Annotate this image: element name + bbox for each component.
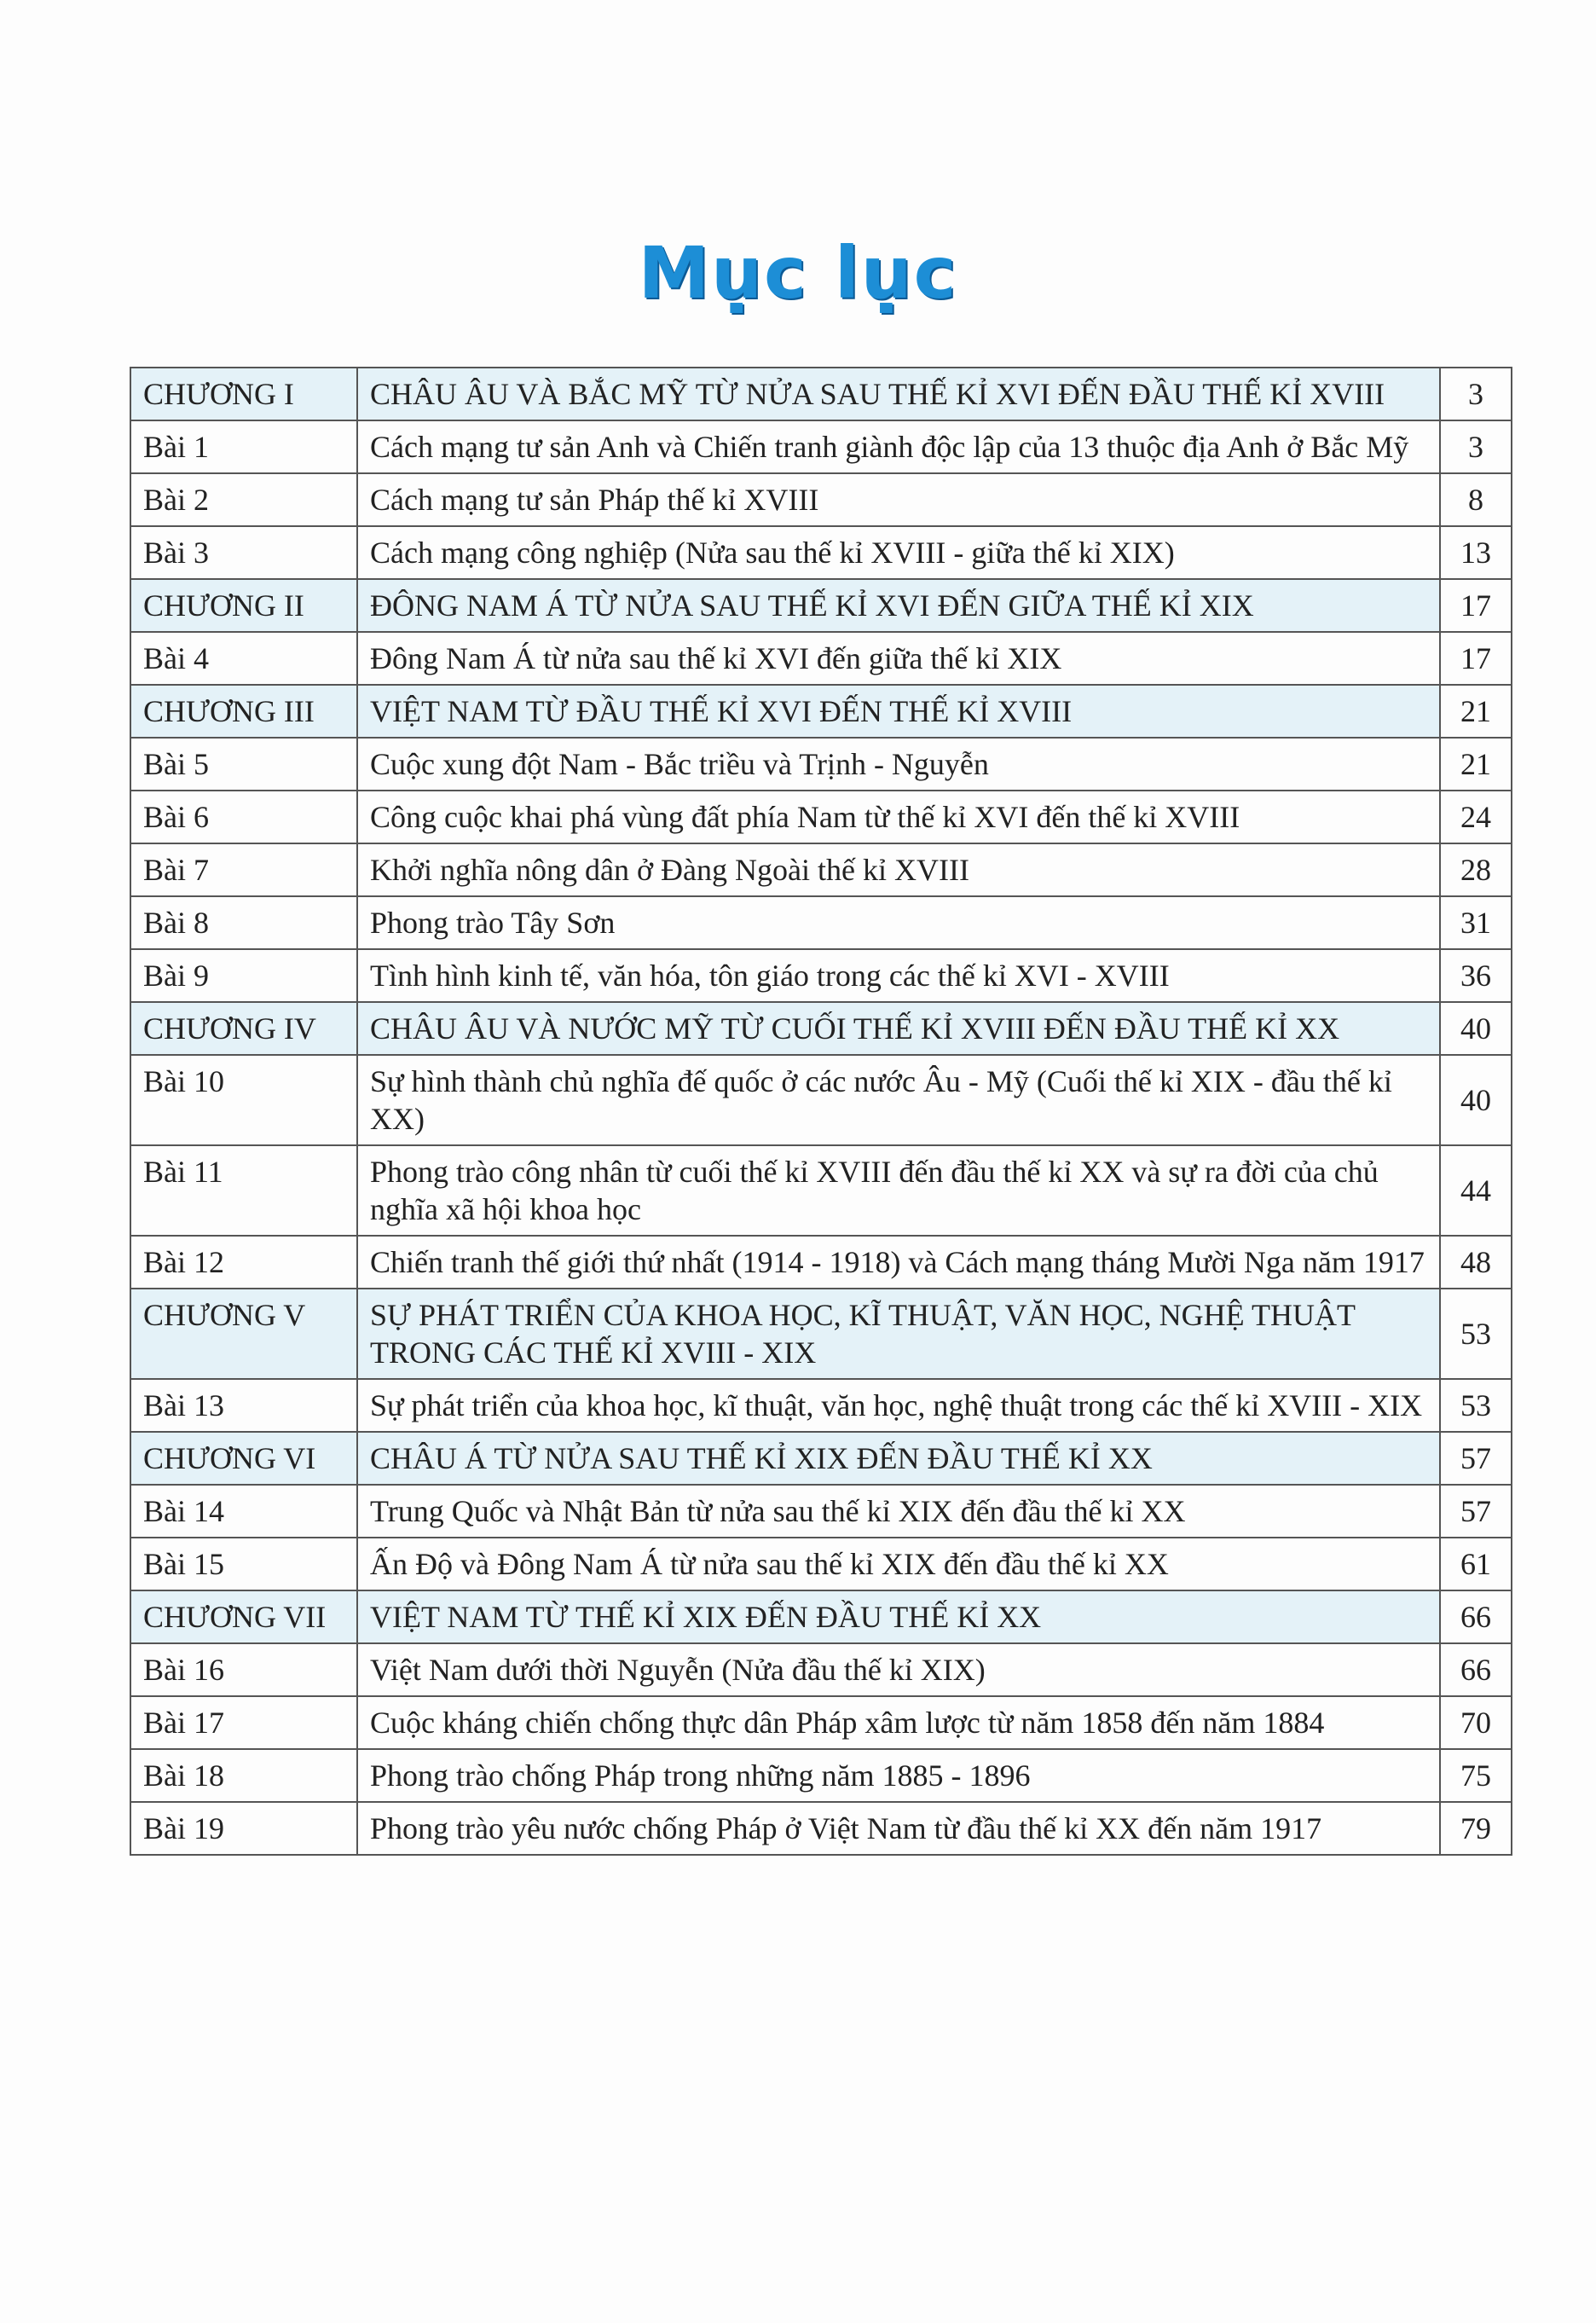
page-number: 36 [1440, 949, 1512, 1002]
lesson-label: Bài 7 [130, 843, 357, 896]
chapter-label: CHƯƠNG I [130, 368, 357, 420]
lesson-row[interactable] [130, 896, 1512, 949]
lesson-row[interactable] [130, 1802, 1512, 1855]
chapter-label: CHƯƠNG IV [130, 1002, 357, 1055]
lesson-title[interactable]: Trung Quốc và Nhật Bản từ nửa sau thế kỉ XIX đến đầu thế kỉ XX [357, 1485, 1440, 1538]
lesson-label: Bài 18 [130, 1749, 357, 1802]
chapter-label: CHƯƠNG III [130, 685, 357, 738]
lesson-title[interactable]: Phong trào yêu nước chống Pháp ở Việt Nam từ đầu thế kỉ XX đến năm 1917 [357, 1802, 1440, 1855]
page-number: 75 [1440, 1749, 1512, 1802]
page-title: Mục lục [638, 231, 958, 316]
chapter-title[interactable]: VIỆT NAM TỪ ĐẦU THẾ KỈ XVI ĐẾN THẾ KỈ XVIII [357, 685, 1440, 738]
page-number: 44 [1440, 1145, 1512, 1236]
lesson-title[interactable]: Cuộc kháng chiến chống thực dân Pháp xâm lược từ năm 1858 đến năm 1884 [357, 1696, 1440, 1749]
lesson-title[interactable]: Phong trào chống Pháp trong những năm 1885 - 1896 [357, 1749, 1440, 1802]
chapter-row[interactable] [130, 368, 1512, 420]
lesson-title[interactable]: Việt Nam dưới thời Nguyễn (Nửa đầu thế kỉ XIX) [357, 1643, 1440, 1696]
lesson-row[interactable] [130, 420, 1512, 473]
lesson-title[interactable]: Sự phát triển của khoa học, kĩ thuật, văn học, nghệ thuật trong các thế kỉ XVIII - XIX [357, 1379, 1440, 1432]
chapter-row[interactable] [130, 1432, 1512, 1485]
chapter-label: CHƯƠNG V [130, 1289, 357, 1379]
page-number: 53 [1440, 1379, 1512, 1432]
chapter-title[interactable]: ĐÔNG NAM Á TỪ NỬA SAU THẾ KỈ XVI ĐẾN GIỮA THẾ KỈ XIX [357, 579, 1440, 632]
chapter-title[interactable]: SỰ PHÁT TRIỂN CỦA KHOA HỌC, KĨ THUẬT, VĂN HỌC, NGHỆ THUẬT TRONG CÁC THẾ KỈ XVIII - XIX [357, 1289, 1440, 1379]
lesson-row[interactable] [130, 1379, 1512, 1432]
lesson-row[interactable] [130, 473, 1512, 526]
lesson-title[interactable]: Chiến tranh thế giới thứ nhất (1914 - 1918) và Cách mạng tháng Mười Nga năm 1917 [357, 1236, 1440, 1289]
lesson-label: Bài 15 [130, 1538, 357, 1590]
lesson-label: Bài 5 [130, 738, 357, 791]
page-number: 40 [1440, 1002, 1512, 1055]
page-number: 53 [1440, 1289, 1512, 1379]
lesson-row[interactable] [130, 738, 1512, 791]
chapter-row[interactable] [130, 1590, 1512, 1643]
chapter-row[interactable] [130, 685, 1512, 738]
page-number: 70 [1440, 1696, 1512, 1749]
lesson-label: Bài 9 [130, 949, 357, 1002]
page-number: 3 [1440, 368, 1512, 420]
page-number: 48 [1440, 1236, 1512, 1289]
lesson-label: Bài 16 [130, 1643, 357, 1696]
lesson-title[interactable]: Đông Nam Á từ nửa sau thế kỉ XVI đến giữa thế kỉ XIX [357, 632, 1440, 685]
lesson-row[interactable] [130, 1538, 1512, 1590]
page-number: 57 [1440, 1485, 1512, 1538]
lesson-title[interactable]: Cách mạng công nghiệp (Nửa sau thế kỉ XVIII - giữa thế kỉ XIX) [357, 526, 1440, 579]
lesson-label: Bài 10 [130, 1055, 357, 1145]
lesson-row[interactable] [130, 843, 1512, 896]
chapter-title[interactable]: VIỆT NAM TỪ THẾ KỈ XIX ĐẾN ĐẦU THẾ KỈ XX [357, 1590, 1440, 1643]
toc-body [130, 368, 1512, 1855]
chapter-title[interactable]: CHÂU ÂU VÀ NƯỚC MỸ TỪ CUỐI THẾ KỈ XVIII ĐẾN ĐẦU THẾ KỈ XX [357, 1002, 1440, 1055]
chapter-label: CHƯƠNG VI [130, 1432, 357, 1485]
page-number: 66 [1440, 1643, 1512, 1696]
lesson-label: Bài 1 [130, 420, 357, 473]
page-number: 40 [1440, 1055, 1512, 1145]
lesson-label: Bài 19 [130, 1802, 357, 1855]
page-number: 24 [1440, 791, 1512, 843]
page-number: 13 [1440, 526, 1512, 579]
lesson-title[interactable]: Phong trào Tây Sơn [357, 896, 1440, 949]
lesson-label: Bài 3 [130, 526, 357, 579]
page-number: 31 [1440, 896, 1512, 949]
lesson-row[interactable] [130, 632, 1512, 685]
table-of-contents [130, 367, 1512, 1856]
lesson-label: Bài 2 [130, 473, 357, 526]
lesson-label: Bài 12 [130, 1236, 357, 1289]
chapter-row[interactable] [130, 579, 1512, 632]
lesson-row[interactable] [130, 1145, 1512, 1236]
chapter-title[interactable]: CHÂU ÂU VÀ BẮC MỸ TỪ NỬA SAU THẾ KỈ XVI ĐẾN ĐẦU THẾ KỈ XVIII [357, 368, 1440, 420]
page-number: 8 [1440, 473, 1512, 526]
page-number: 57 [1440, 1432, 1512, 1485]
lesson-row[interactable] [130, 1236, 1512, 1289]
chapter-label: CHƯƠNG II [130, 579, 357, 632]
lesson-title[interactable]: Khởi nghĩa nông dân ở Đàng Ngoài thế kỉ XVIII [357, 843, 1440, 896]
chapter-label: CHƯƠNG VII [130, 1590, 357, 1643]
lesson-row[interactable] [130, 1696, 1512, 1749]
page-number: 21 [1440, 738, 1512, 791]
lesson-title[interactable]: Cuộc xung đột Nam - Bắc triều và Trịnh - Nguyễn [357, 738, 1440, 791]
page-number: 66 [1440, 1590, 1512, 1643]
lesson-row[interactable] [130, 1643, 1512, 1696]
page-number: 17 [1440, 632, 1512, 685]
page-number: 61 [1440, 1538, 1512, 1590]
lesson-title[interactable]: Tình hình kinh tế, văn hóa, tôn giáo trong các thế kỉ XVI - XVIII [357, 949, 1440, 1002]
lesson-label: Bài 6 [130, 791, 357, 843]
lesson-title[interactable]: Công cuộc khai phá vùng đất phía Nam từ thế kỉ XVI đến thế kỉ XVIII [357, 791, 1440, 843]
lesson-label: Bài 11 [130, 1145, 357, 1236]
page-number: 17 [1440, 579, 1512, 632]
lesson-label: Bài 4 [130, 632, 357, 685]
chapter-title[interactable]: CHÂU Á TỪ NỬA SAU THẾ KỈ XIX ĐẾN ĐẦU THẾ KỈ XX [357, 1432, 1440, 1485]
page-number: 3 [1440, 420, 1512, 473]
page-number: 79 [1440, 1802, 1512, 1855]
chapter-row[interactable] [130, 1002, 1512, 1055]
lesson-title[interactable]: Phong trào công nhân từ cuối thế kỉ XVIII đến đầu thế kỉ XX và sự ra đời của chủ nghĩa xã hội khoa học [357, 1145, 1440, 1236]
lesson-title[interactable]: Ấn Độ và Đông Nam Á từ nửa sau thế kỉ XIX đến đầu thế kỉ XX [357, 1538, 1440, 1590]
lesson-row[interactable] [130, 1749, 1512, 1802]
lesson-label: Bài 8 [130, 896, 357, 949]
lesson-title[interactable]: Sự hình thành chủ nghĩa đế quốc ở các nước Âu - Mỹ (Cuối thế kỉ XIX - đầu thế kỉ XX) [357, 1055, 1440, 1145]
page-number: 28 [1440, 843, 1512, 896]
lesson-title[interactable]: Cách mạng tư sản Pháp thế kỉ XVIII [357, 473, 1440, 526]
lesson-row[interactable] [130, 949, 1512, 1002]
lesson-row[interactable] [130, 526, 1512, 579]
lesson-label: Bài 13 [130, 1379, 357, 1432]
lesson-title[interactable]: Cách mạng tư sản Anh và Chiến tranh giành độc lập của 13 thuộc địa Anh ở Bắc Mỹ [357, 420, 1440, 473]
lesson-row[interactable] [130, 791, 1512, 843]
page-number: 21 [1440, 685, 1512, 738]
chapter-row[interactable] [130, 1289, 1512, 1379]
lesson-row[interactable] [130, 1485, 1512, 1538]
lesson-label: Bài 17 [130, 1696, 357, 1749]
lesson-label: Bài 14 [130, 1485, 357, 1538]
lesson-row[interactable] [130, 1055, 1512, 1145]
